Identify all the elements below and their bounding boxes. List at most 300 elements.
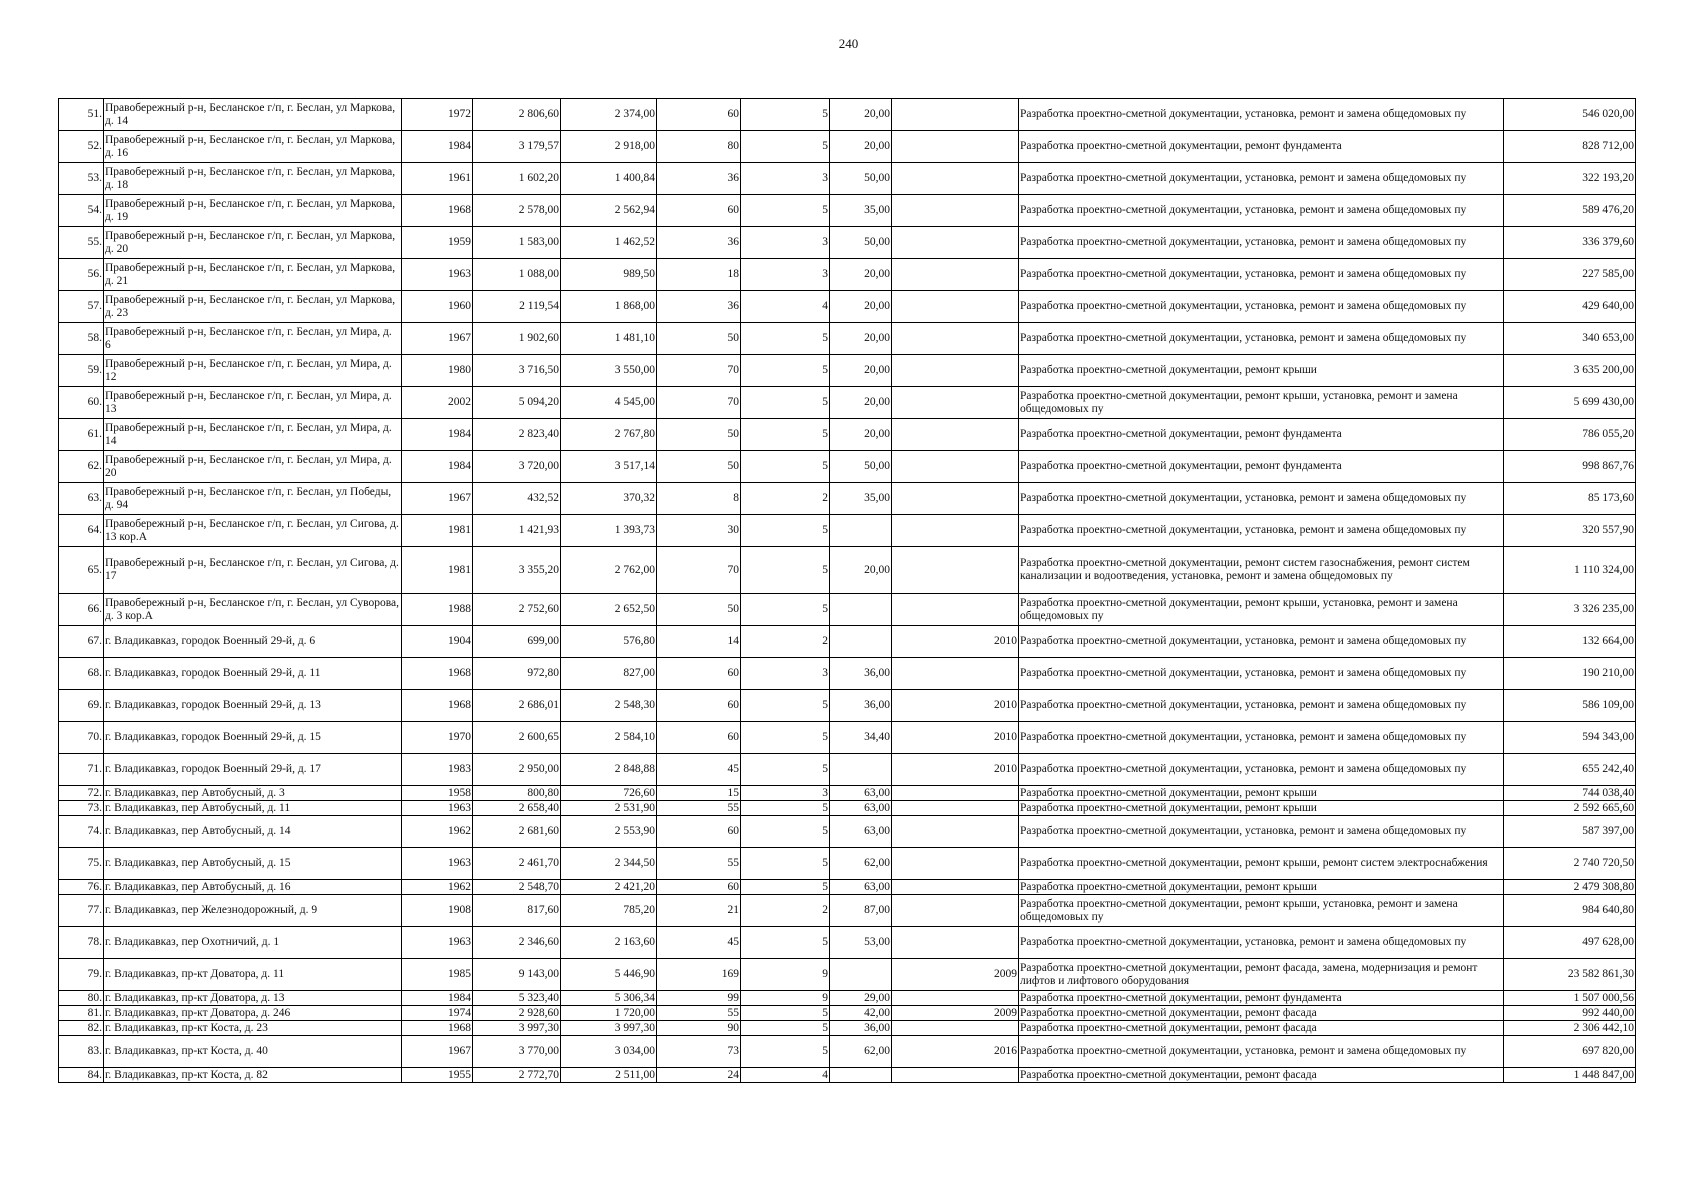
last-repair-year-cell: 2010 [892, 722, 1019, 754]
address-cell: Правобережный р-н, Бесланское г/п, г. Беслан, ул Сигова, д. 17 [104, 547, 402, 594]
cost-cell: 23 582 861,30 [1504, 959, 1636, 991]
cost-cell: 3 635 200,00 [1504, 355, 1636, 387]
floors-cell: 3 [741, 227, 830, 259]
year-built-cell: 1981 [402, 547, 473, 594]
year-built-cell: 1963 [402, 259, 473, 291]
row-number: 68. [59, 658, 104, 690]
residents-cell: 55 [657, 848, 741, 880]
last-repair-year-cell [892, 99, 1019, 131]
year-built-cell: 1967 [402, 483, 473, 515]
year-built-cell: 1962 [402, 816, 473, 848]
table-row [59, 801, 1636, 816]
residents-cell: 60 [657, 722, 741, 754]
work-description-cell: Разработка проектно-сметной документации, ремонт крыши [1019, 355, 1504, 387]
residential-area-cell: 3 997,30 [561, 1021, 657, 1036]
cost-cell: 5 699 430,00 [1504, 387, 1636, 419]
address-cell: г. Владикавказ, пер Автобусный, д. 11 [104, 801, 402, 816]
wear-percent-cell: 35,00 [830, 195, 892, 227]
total-area-cell: 2 823,40 [473, 419, 561, 451]
residents-cell: 36 [657, 291, 741, 323]
cost-cell: 1 110 324,00 [1504, 547, 1636, 594]
total-area-cell: 2 950,00 [473, 754, 561, 786]
table-row [59, 323, 1636, 355]
year-built-cell: 1984 [402, 419, 473, 451]
residents-cell: 55 [657, 801, 741, 816]
address-cell: Правобережный р-н, Бесланское г/п, г. Беслан, ул Маркова, д. 23 [104, 291, 402, 323]
row-number: 74. [59, 816, 104, 848]
year-built-cell: 1962 [402, 880, 473, 895]
last-repair-year-cell [892, 786, 1019, 801]
last-repair-year-cell [892, 880, 1019, 895]
table-row [59, 291, 1636, 323]
total-area-cell: 2 578,00 [473, 195, 561, 227]
table-row [59, 722, 1636, 754]
total-area-cell: 2 548,70 [473, 880, 561, 895]
address-cell: Правобережный р-н, Бесланское г/п, г. Беслан, ул Суворова, д. 3 кор.А [104, 594, 402, 626]
wear-percent-cell: 63,00 [830, 816, 892, 848]
total-area-cell: 1 421,93 [473, 515, 561, 547]
row-number: 70. [59, 722, 104, 754]
residents-cell: 169 [657, 959, 741, 991]
work-description-cell: Разработка проектно-сметной документации, ремонт крыши, установка, ремонт и замена общедомовых пу [1019, 895, 1504, 927]
residents-cell: 45 [657, 754, 741, 786]
wear-percent-cell: 36,00 [830, 690, 892, 722]
work-description-cell: Разработка проектно-сметной документации, установка, ремонт и замена общедомовых пу [1019, 195, 1504, 227]
address-cell: г. Владикавказ, пер Охотничий, д. 1 [104, 927, 402, 959]
wear-percent-cell: 20,00 [830, 355, 892, 387]
residents-cell: 60 [657, 658, 741, 690]
last-repair-year-cell: 2010 [892, 626, 1019, 658]
address-cell: Правобережный р-н, Бесланское г/п, г. Беслан, ул Маркова, д. 18 [104, 163, 402, 195]
work-description-cell: Разработка проектно-сметной документации, установка, ремонт и замена общедомовых пу [1019, 291, 1504, 323]
year-built-cell: 1981 [402, 515, 473, 547]
row-number: 57. [59, 291, 104, 323]
wear-percent-cell: 50,00 [830, 227, 892, 259]
table-row [59, 754, 1636, 786]
floors-cell: 5 [741, 1036, 830, 1068]
work-description-cell: Разработка проектно-сметной документации, установка, ремонт и замена общедомовых пу [1019, 1036, 1504, 1068]
wear-percent-cell [830, 626, 892, 658]
wear-percent-cell: 20,00 [830, 419, 892, 451]
last-repair-year-cell [892, 131, 1019, 163]
residents-cell: 73 [657, 1036, 741, 1068]
residents-cell: 99 [657, 991, 741, 1006]
residential-area-cell: 2 531,90 [561, 801, 657, 816]
total-area-cell: 9 143,00 [473, 959, 561, 991]
row-number: 83. [59, 1036, 104, 1068]
floors-cell: 2 [741, 626, 830, 658]
floors-cell: 5 [741, 848, 830, 880]
table-row [59, 1021, 1636, 1036]
table-row [59, 259, 1636, 291]
residential-area-cell: 2 918,00 [561, 131, 657, 163]
last-repair-year-cell [892, 355, 1019, 387]
year-built-cell: 1988 [402, 594, 473, 626]
wear-percent-cell: 20,00 [830, 99, 892, 131]
row-number: 75. [59, 848, 104, 880]
residential-area-cell: 3 550,00 [561, 355, 657, 387]
year-built-cell: 1967 [402, 1036, 473, 1068]
last-repair-year-cell [892, 658, 1019, 690]
table-row [59, 195, 1636, 227]
row-number: 67. [59, 626, 104, 658]
cost-cell: 594 343,00 [1504, 722, 1636, 754]
residents-cell: 30 [657, 515, 741, 547]
floors-cell: 5 [741, 880, 830, 895]
residents-cell: 45 [657, 927, 741, 959]
work-description-cell: Разработка проектно-сметной документации, ремонт фундамента [1019, 131, 1504, 163]
residential-area-cell: 5 446,90 [561, 959, 657, 991]
floors-cell: 5 [741, 547, 830, 594]
row-number: 65. [59, 547, 104, 594]
row-number: 56. [59, 259, 104, 291]
work-description-cell: Разработка проектно-сметной документации, ремонт фундамента [1019, 451, 1504, 483]
wear-percent-cell: 62,00 [830, 1036, 892, 1068]
total-area-cell: 2 806,60 [473, 99, 561, 131]
floors-cell: 2 [741, 895, 830, 927]
address-cell: г. Владикавказ, городок Военный 29-й, д. 15 [104, 722, 402, 754]
wear-percent-cell: 20,00 [830, 259, 892, 291]
residents-cell: 50 [657, 419, 741, 451]
cost-cell: 85 173,60 [1504, 483, 1636, 515]
residents-cell: 60 [657, 690, 741, 722]
table-row [59, 690, 1636, 722]
wear-percent-cell [830, 959, 892, 991]
table-row [59, 451, 1636, 483]
table-row [59, 626, 1636, 658]
floors-cell: 4 [741, 291, 830, 323]
residential-area-cell: 2 548,30 [561, 690, 657, 722]
table-row [59, 419, 1636, 451]
total-area-cell: 817,60 [473, 895, 561, 927]
residential-area-cell: 2 374,00 [561, 99, 657, 131]
table-row [59, 483, 1636, 515]
year-built-cell: 1963 [402, 848, 473, 880]
residential-area-cell: 2 562,94 [561, 195, 657, 227]
address-cell: Правобережный р-н, Бесланское г/п, г. Беслан, ул Сигова, д. 13 кор.А [104, 515, 402, 547]
total-area-cell: 2 600,65 [473, 722, 561, 754]
wear-percent-cell: 20,00 [830, 387, 892, 419]
last-repair-year-cell [892, 163, 1019, 195]
floors-cell: 5 [741, 754, 830, 786]
table-row [59, 227, 1636, 259]
total-area-cell: 3 770,00 [473, 1036, 561, 1068]
work-description-cell: Разработка проектно-сметной документации, ремонт крыши [1019, 801, 1504, 816]
total-area-cell: 2 772,70 [473, 1068, 561, 1083]
row-number: 63. [59, 483, 104, 515]
last-repair-year-cell [892, 419, 1019, 451]
total-area-cell: 432,52 [473, 483, 561, 515]
year-built-cell: 1904 [402, 626, 473, 658]
row-number: 58. [59, 323, 104, 355]
cost-cell: 589 476,20 [1504, 195, 1636, 227]
last-repair-year-cell [892, 483, 1019, 515]
cost-cell: 546 020,00 [1504, 99, 1636, 131]
residents-cell: 24 [657, 1068, 741, 1083]
year-built-cell: 1968 [402, 658, 473, 690]
cost-cell: 2 740 720,50 [1504, 848, 1636, 880]
last-repair-year-cell [892, 515, 1019, 547]
wear-percent-cell: 63,00 [830, 801, 892, 816]
residential-area-cell: 576,80 [561, 626, 657, 658]
address-cell: г. Владикавказ, пер Автобусный, д. 3 [104, 786, 402, 801]
last-repair-year-cell [892, 816, 1019, 848]
address-cell: Правобережный р-н, Бесланское г/п, г. Беслан, ул Маркова, д. 19 [104, 195, 402, 227]
cost-cell: 655 242,40 [1504, 754, 1636, 786]
row-number: 81. [59, 1006, 104, 1021]
work-description-cell: Разработка проектно-сметной документации, установка, ремонт и замена общедомовых пу [1019, 690, 1504, 722]
residential-area-cell: 2 421,20 [561, 880, 657, 895]
address-cell: Правобережный р-н, Бесланское г/п, г. Беслан, ул Мира, д. 14 [104, 419, 402, 451]
work-description-cell: Разработка проектно-сметной документации, установка, ремонт и замена общедомовых пу [1019, 483, 1504, 515]
row-number: 60. [59, 387, 104, 419]
cost-cell: 2 592 665,60 [1504, 801, 1636, 816]
residential-area-cell: 1 868,00 [561, 291, 657, 323]
work-description-cell: Разработка проектно-сметной документации, установка, ремонт и замена общедомовых пу [1019, 515, 1504, 547]
residential-area-cell: 827,00 [561, 658, 657, 690]
cost-cell: 992 440,00 [1504, 1006, 1636, 1021]
residents-cell: 50 [657, 323, 741, 355]
row-number: 73. [59, 801, 104, 816]
row-number: 84. [59, 1068, 104, 1083]
residential-area-cell: 370,32 [561, 483, 657, 515]
row-number: 72. [59, 786, 104, 801]
year-built-cell: 1984 [402, 451, 473, 483]
cost-cell: 998 867,76 [1504, 451, 1636, 483]
row-number: 52. [59, 131, 104, 163]
residents-cell: 70 [657, 387, 741, 419]
residents-cell: 36 [657, 163, 741, 195]
floors-cell: 3 [741, 163, 830, 195]
last-repair-year-cell: 2009 [892, 1006, 1019, 1021]
work-description-cell: Разработка проектно-сметной документации, установка, ремонт и замена общедомовых пу [1019, 754, 1504, 786]
year-built-cell: 1961 [402, 163, 473, 195]
last-repair-year-cell: 2009 [892, 959, 1019, 991]
table-row [59, 927, 1636, 959]
residents-cell: 50 [657, 451, 741, 483]
total-area-cell: 2 346,60 [473, 927, 561, 959]
table-row [59, 1006, 1636, 1021]
last-repair-year-cell [892, 594, 1019, 626]
year-built-cell: 1974 [402, 1006, 473, 1021]
floors-cell: 9 [741, 991, 830, 1006]
row-number: 55. [59, 227, 104, 259]
row-number: 64. [59, 515, 104, 547]
wear-percent-cell: 62,00 [830, 848, 892, 880]
work-description-cell: Разработка проектно-сметной документации, установка, ремонт и замена общедомовых пу [1019, 658, 1504, 690]
last-repair-year-cell [892, 291, 1019, 323]
total-area-cell: 2 752,60 [473, 594, 561, 626]
table-row [59, 547, 1636, 594]
wear-percent-cell: 36,00 [830, 1021, 892, 1036]
cost-cell: 828 712,00 [1504, 131, 1636, 163]
wear-percent-cell: 50,00 [830, 163, 892, 195]
year-built-cell: 1970 [402, 722, 473, 754]
residential-area-cell: 3 034,00 [561, 1036, 657, 1068]
address-cell: Правобережный р-н, Бесланское г/п, г. Беслан, ул Маркова, д. 16 [104, 131, 402, 163]
table-row [59, 1036, 1636, 1068]
residents-cell: 70 [657, 355, 741, 387]
floors-cell: 5 [741, 451, 830, 483]
work-description-cell: Разработка проектно-сметной документации, установка, ремонт и замена общедомовых пу [1019, 163, 1504, 195]
total-area-cell: 3 720,00 [473, 451, 561, 483]
last-repair-year-cell [892, 895, 1019, 927]
last-repair-year-cell [892, 801, 1019, 816]
table-row [59, 786, 1636, 801]
year-built-cell: 1908 [402, 895, 473, 927]
residential-area-cell: 1 462,52 [561, 227, 657, 259]
cost-cell: 336 379,60 [1504, 227, 1636, 259]
residential-area-cell: 2 344,50 [561, 848, 657, 880]
row-number: 79. [59, 959, 104, 991]
last-repair-year-cell: 2016 [892, 1036, 1019, 1068]
floors-cell: 5 [741, 131, 830, 163]
work-description-cell: Разработка проектно-сметной документации, установка, ремонт и замена общедомовых пу [1019, 323, 1504, 355]
floors-cell: 5 [741, 515, 830, 547]
floors-cell: 3 [741, 786, 830, 801]
row-number: 54. [59, 195, 104, 227]
address-cell: г. Владикавказ, пр-кт Коста, д. 82 [104, 1068, 402, 1083]
address-cell: г. Владикавказ, городок Военный 29-й, д. 11 [104, 658, 402, 690]
wear-percent-cell: 50,00 [830, 451, 892, 483]
cost-cell: 3 326 235,00 [1504, 594, 1636, 626]
work-description-cell: Разработка проектно-сметной документации, ремонт фасада, замена, модернизация и ремонт лифтов и лифтового оборудования [1019, 959, 1504, 991]
table-row [59, 991, 1636, 1006]
cost-cell: 429 640,00 [1504, 291, 1636, 323]
address-cell: г. Владикавказ, пр-кт Коста, д. 40 [104, 1036, 402, 1068]
residents-cell: 70 [657, 547, 741, 594]
row-number: 69. [59, 690, 104, 722]
residential-area-cell: 989,50 [561, 259, 657, 291]
cost-cell: 586 109,00 [1504, 690, 1636, 722]
row-number: 78. [59, 927, 104, 959]
table-row [59, 594, 1636, 626]
table-row [59, 515, 1636, 547]
table-row [59, 387, 1636, 419]
row-number: 77. [59, 895, 104, 927]
year-built-cell: 2002 [402, 387, 473, 419]
cost-cell: 2 479 308,80 [1504, 880, 1636, 895]
work-description-cell: Разработка проектно-сметной документации, установка, ремонт и замена общедомовых пу [1019, 227, 1504, 259]
last-repair-year-cell [892, 848, 1019, 880]
address-cell: Правобережный р-н, Бесланское г/п, г. Беслан, ул Маркова, д. 14 [104, 99, 402, 131]
total-area-cell: 3 179,57 [473, 131, 561, 163]
work-description-cell: Разработка проектно-сметной документации, установка, ремонт и замена общедомовых пу [1019, 626, 1504, 658]
year-built-cell: 1963 [402, 801, 473, 816]
year-built-cell: 1972 [402, 99, 473, 131]
cost-cell: 984 640,80 [1504, 895, 1636, 927]
address-cell: Правобережный р-н, Бесланское г/п, г. Беслан, ул Маркова, д. 20 [104, 227, 402, 259]
wear-percent-cell: 35,00 [830, 483, 892, 515]
wear-percent-cell: 87,00 [830, 895, 892, 927]
cost-cell: 190 210,00 [1504, 658, 1636, 690]
year-built-cell: 1959 [402, 227, 473, 259]
table-row [59, 880, 1636, 895]
row-number: 59. [59, 355, 104, 387]
year-built-cell: 1980 [402, 355, 473, 387]
address-cell: Правобережный р-н, Бесланское г/п, г. Беслан, ул Мира, д. 12 [104, 355, 402, 387]
residential-area-cell: 2 163,60 [561, 927, 657, 959]
cost-cell: 1 507 000,56 [1504, 991, 1636, 1006]
table-row [59, 959, 1636, 991]
table-row [59, 163, 1636, 195]
floors-cell: 5 [741, 594, 830, 626]
cost-cell: 340 653,00 [1504, 323, 1636, 355]
residents-cell: 60 [657, 99, 741, 131]
residents-cell: 60 [657, 816, 741, 848]
address-cell: Правобережный р-н, Бесланское г/п, г. Беслан, ул Маркова, д. 21 [104, 259, 402, 291]
row-number: 61. [59, 419, 104, 451]
floors-cell: 5 [741, 99, 830, 131]
work-description-cell: Разработка проектно-сметной документации, ремонт крыши [1019, 786, 1504, 801]
address-cell: г. Владикавказ, городок Военный 29-й, д. 17 [104, 754, 402, 786]
row-number: 80. [59, 991, 104, 1006]
last-repair-year-cell [892, 195, 1019, 227]
residential-area-cell: 2 584,10 [561, 722, 657, 754]
total-area-cell: 800,80 [473, 786, 561, 801]
total-area-cell: 1 902,60 [473, 323, 561, 355]
address-cell: г. Владикавказ, городок Военный 29-й, д. 6 [104, 626, 402, 658]
year-built-cell: 1984 [402, 991, 473, 1006]
wear-percent-cell: 53,00 [830, 927, 892, 959]
address-cell: г. Владикавказ, пр-кт Доватора, д. 11 [104, 959, 402, 991]
wear-percent-cell: 29,00 [830, 991, 892, 1006]
last-repair-year-cell [892, 1068, 1019, 1083]
wear-percent-cell: 36,00 [830, 658, 892, 690]
table-row [59, 355, 1636, 387]
repair-register-table [58, 98, 1636, 1083]
year-built-cell: 1984 [402, 131, 473, 163]
total-area-cell: 2 119,54 [473, 291, 561, 323]
table-row [59, 658, 1636, 690]
residents-cell: 60 [657, 880, 741, 895]
wear-percent-cell: 20,00 [830, 131, 892, 163]
wear-percent-cell: 20,00 [830, 547, 892, 594]
work-description-cell: Разработка проектно-сметной документации, ремонт фундамента [1019, 419, 1504, 451]
total-area-cell: 2 658,40 [473, 801, 561, 816]
total-area-cell: 699,00 [473, 626, 561, 658]
work-description-cell: Разработка проектно-сметной документации, установка, ремонт и замена общедомовых пу [1019, 927, 1504, 959]
residential-area-cell: 2 848,88 [561, 754, 657, 786]
residential-area-cell: 1 720,00 [561, 1006, 657, 1021]
residents-cell: 55 [657, 1006, 741, 1021]
row-number: 51. [59, 99, 104, 131]
last-repair-year-cell [892, 451, 1019, 483]
address-cell: Правобережный р-н, Бесланское г/п, г. Беслан, ул Мира, д. 20 [104, 451, 402, 483]
table-row [59, 1068, 1636, 1083]
floors-cell: 5 [741, 927, 830, 959]
year-built-cell: 1958 [402, 786, 473, 801]
cost-cell: 497 628,00 [1504, 927, 1636, 959]
floors-cell: 3 [741, 259, 830, 291]
residential-area-cell: 3 517,14 [561, 451, 657, 483]
address-cell: г. Владикавказ, городок Военный 29-й, д. 13 [104, 690, 402, 722]
residential-area-cell: 5 306,34 [561, 991, 657, 1006]
address-cell: г. Владикавказ, пр-кт Доватора, д. 13 [104, 991, 402, 1006]
total-area-cell: 3 997,30 [473, 1021, 561, 1036]
year-built-cell: 1955 [402, 1068, 473, 1083]
work-description-cell: Разработка проектно-сметной документации, ремонт фундамента [1019, 991, 1504, 1006]
work-description-cell: Разработка проектно-сметной документации, ремонт крыши, установка, ремонт и замена общедомовых пу [1019, 594, 1504, 626]
table-row [59, 131, 1636, 163]
address-cell: г. Владикавказ, пер Железнодорожный, д. 9 [104, 895, 402, 927]
floors-cell: 5 [741, 801, 830, 816]
year-built-cell: 1983 [402, 754, 473, 786]
last-repair-year-cell [892, 547, 1019, 594]
cost-cell: 227 585,00 [1504, 259, 1636, 291]
row-number: 82. [59, 1021, 104, 1036]
work-description-cell: Разработка проектно-сметной документации, ремонт фасада [1019, 1021, 1504, 1036]
